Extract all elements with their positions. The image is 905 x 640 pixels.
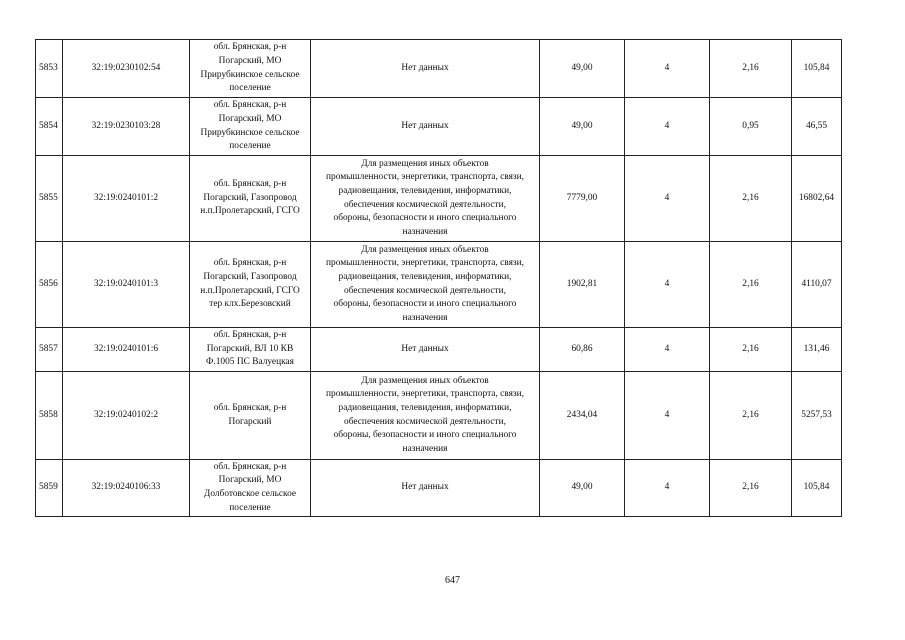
permitted-use: Нет данных xyxy=(311,40,540,98)
row-number: 5855 xyxy=(36,156,63,242)
rate: 2,16 xyxy=(710,372,792,460)
rate: 2,16 xyxy=(710,40,792,98)
row-number: 5853 xyxy=(36,40,63,98)
permitted-use: Нет данных xyxy=(311,328,540,372)
area: 49,00 xyxy=(540,460,625,517)
address: обл. Брянская, р-н Погарский, МО Прирубкинское сельское поселение xyxy=(190,40,311,98)
coefficient: 4 xyxy=(625,40,710,98)
cadastral-number: 32:19:0230103:28 xyxy=(63,98,190,156)
permitted-use: Для размещения иных объектов промышленности, энергетики, транспорта, связи, радиовещания, телевидения, информатики, обеспечения космической деятельности, обороны, безопасности и иного специального назначения xyxy=(311,242,540,328)
table-row xyxy=(36,156,842,242)
cadastral-number: 32:19:0240102:2 xyxy=(63,372,190,460)
address: обл. Брянская, р-н Погарский, Газопровод н.п.Пролетарский, ГСГО xyxy=(190,156,311,242)
area: 49,00 xyxy=(540,98,625,156)
cadastral-value: 16802,64 xyxy=(792,156,842,242)
address: обл. Брянская, р-н Погарский, МО Долботовское сельское поселение xyxy=(190,460,311,517)
area: 2434,04 xyxy=(540,372,625,460)
address: обл. Брянская, р-н Погарский, ВЛ 10 КВ Ф.1005 ПС Валуецкая xyxy=(190,328,311,372)
cadastral-value: 105,84 xyxy=(792,40,842,98)
row-number: 5859 xyxy=(36,460,63,517)
coefficient: 4 xyxy=(625,156,710,242)
rate: 2,16 xyxy=(710,242,792,328)
rate: 2,16 xyxy=(710,156,792,242)
address: обл. Брянская, р-н Погарский, МО Прирубкинское сельское поселение xyxy=(190,98,311,156)
table-row xyxy=(36,328,842,372)
table-row xyxy=(36,242,842,328)
cadastral-number: 32:19:0240101:6 xyxy=(63,328,190,372)
cadastral-value: 46,55 xyxy=(792,98,842,156)
table-row xyxy=(36,98,842,156)
cadastral-value: 4110,07 xyxy=(792,242,842,328)
address: обл. Брянская, р-н Погарский xyxy=(190,372,311,460)
table-row xyxy=(36,460,842,517)
address: обл. Брянская, р-н Погарский, Газопровод н.п.Пролетарский, ГСГО тер клх.Березовский xyxy=(190,242,311,328)
rate: 0,95 xyxy=(710,98,792,156)
permitted-use: Нет данных xyxy=(311,98,540,156)
table-row xyxy=(36,372,842,460)
cadastral-number: 32:19:0240106:33 xyxy=(63,460,190,517)
table-row xyxy=(36,40,842,98)
coefficient: 4 xyxy=(625,98,710,156)
row-number: 5856 xyxy=(36,242,63,328)
cadastral-value: 131,46 xyxy=(792,328,842,372)
cadastral-value: 105,84 xyxy=(792,460,842,517)
rate: 2,16 xyxy=(710,328,792,372)
cadastral-number: 32:19:0230102:54 xyxy=(63,40,190,98)
cadastral-table xyxy=(35,39,842,517)
row-number: 5854 xyxy=(36,98,63,156)
row-number: 5857 xyxy=(36,328,63,372)
permitted-use: Для размещения иных объектов промышленности, энергетики, транспорта, связи, радиовещания, телевидения, информатики, обеспечения космической деятельности, обороны, безопасности и иного специального назначения xyxy=(311,156,540,242)
cadastral-number: 32:19:0240101:2 xyxy=(63,156,190,242)
area: 1902,81 xyxy=(540,242,625,328)
row-number: 5858 xyxy=(36,372,63,460)
cadastral-number: 32:19:0240101:3 xyxy=(63,242,190,328)
area: 49,00 xyxy=(540,40,625,98)
area: 60,86 xyxy=(540,328,625,372)
coefficient: 4 xyxy=(625,328,710,372)
permitted-use: Нет данных xyxy=(311,460,540,517)
area: 7779,00 xyxy=(540,156,625,242)
coefficient: 4 xyxy=(625,460,710,517)
coefficient: 4 xyxy=(625,372,710,460)
page-number: 647 xyxy=(445,575,460,586)
rate: 2,16 xyxy=(710,460,792,517)
cadastral-value: 5257,53 xyxy=(792,372,842,460)
coefficient: 4 xyxy=(625,242,710,328)
permitted-use: Для размещения иных объектов промышленности, энергетики, транспорта, связи, радиовещания, телевидения, информатики, обеспечения космической деятельности, обороны, безопасности и иного специального назначения xyxy=(311,372,540,460)
